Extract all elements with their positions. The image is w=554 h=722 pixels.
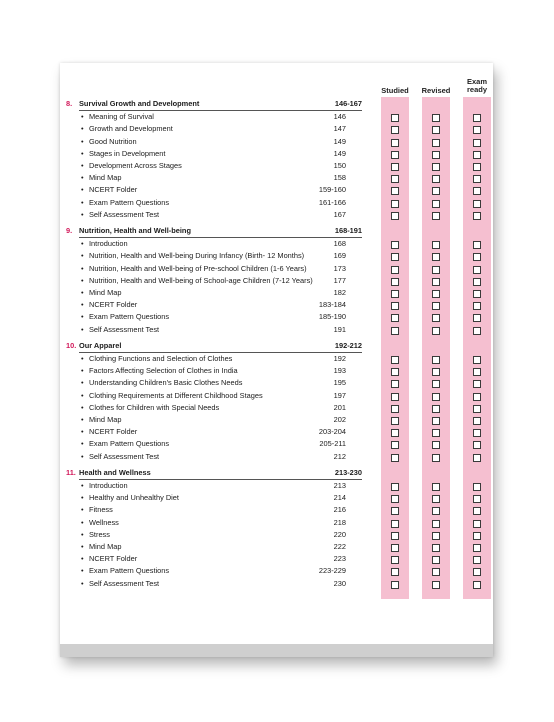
entry-page: 193 — [333, 366, 346, 376]
revised-checkbox[interactable] — [432, 417, 440, 425]
exam-ready-checkbox[interactable] — [473, 380, 481, 388]
entry-label: Nutrition, Health and Well-being of Pre-school Children (1-6 Years) — [89, 263, 307, 273]
revised-checkbox[interactable] — [432, 454, 440, 462]
studied-checkbox[interactable] — [391, 405, 399, 413]
exam-ready-checkbox[interactable] — [473, 532, 481, 540]
entry-label: Mind Map — [89, 415, 122, 424]
revised-header: Revised — [421, 86, 451, 95]
toc-entry — [60, 239, 370, 251]
revised-checkbox[interactable] — [432, 290, 440, 298]
entry-page: 159-160 — [318, 185, 346, 195]
exam-ready-checkbox[interactable] — [473, 151, 481, 159]
entry-page: 220 — [333, 529, 346, 539]
entry-page: 195 — [333, 378, 346, 388]
toc-entry — [60, 452, 370, 464]
studied-checkbox[interactable] — [391, 302, 399, 310]
studied-checkbox[interactable] — [391, 483, 399, 491]
entry-page: 169 — [333, 251, 346, 261]
entry-label: Clothing Requirements at Different Childhood Stages — [89, 390, 263, 400]
revised-checkbox[interactable] — [432, 483, 440, 491]
studied-checkbox[interactable] — [391, 568, 399, 576]
entry-label: Introduction — [89, 239, 128, 249]
bullet-icon: • — [81, 390, 84, 400]
entry-page: 185-190 — [318, 312, 346, 322]
entry-label: Self Assessment Test — [89, 451, 160, 461]
revised-checkbox[interactable] — [432, 187, 440, 195]
studied-checkbox[interactable] — [391, 314, 399, 322]
studied-checkbox[interactable] — [391, 175, 399, 183]
revised-checkbox[interactable] — [432, 380, 440, 388]
studied-checkbox[interactable] — [391, 581, 399, 589]
toc-entry — [60, 185, 370, 197]
exam-ready-checkbox[interactable] — [473, 441, 481, 449]
entry-page: 146 — [333, 112, 346, 122]
revised-checkbox[interactable] — [432, 139, 440, 147]
bullet-icon: • — [81, 148, 84, 158]
chapter-heading — [60, 468, 370, 480]
bullet-icon: • — [81, 275, 84, 285]
chapter-title: Our Apparel — [79, 340, 122, 350]
studied-checkbox[interactable] — [391, 441, 399, 449]
studied-checkbox[interactable] — [391, 266, 399, 274]
toc-entry — [60, 493, 370, 505]
entry-label: Good Nutrition — [89, 136, 137, 146]
entry-label: Exam Pattern Questions — [89, 197, 170, 207]
toc-entry — [60, 415, 370, 427]
entry-page: 202 — [333, 415, 346, 424]
revised-checkbox[interactable] — [432, 327, 440, 335]
toc-entry — [60, 505, 370, 517]
bullet-icon: • — [81, 209, 84, 219]
bullet-icon: • — [81, 161, 84, 170]
toc-entry — [60, 403, 370, 415]
bullet-icon: • — [81, 439, 84, 449]
chapter-title: Health and Wellness — [79, 467, 151, 477]
exam-ready-checkbox[interactable] — [473, 581, 481, 589]
bullet-icon: • — [81, 239, 84, 249]
exam-ready-checkbox[interactable] — [473, 356, 481, 364]
exam-ready-checkbox[interactable] — [473, 302, 481, 310]
exam-ready-line1: Exam — [466, 77, 487, 86]
revised-checkbox[interactable] — [432, 568, 440, 576]
exam-ready-checkbox[interactable] — [473, 429, 481, 437]
entry-page: 177 — [333, 275, 346, 285]
toc-entry — [60, 264, 370, 276]
exam-ready-checkbox[interactable] — [473, 368, 481, 376]
bullet-icon: • — [81, 251, 84, 261]
revised-checkbox[interactable] — [432, 393, 440, 401]
toc-entry — [60, 439, 370, 451]
bullet-icon: • — [81, 578, 84, 588]
exam-ready-checkbox[interactable] — [473, 405, 481, 413]
entry-label: Nutrition, Health and Well-being of School-age Children (7-12 Years) — [89, 275, 313, 285]
bullet-icon: • — [81, 366, 84, 376]
chapter-number: 8. — [66, 99, 73, 108]
studied-header: Studied — [381, 86, 409, 95]
entry-label: Stages in Development — [89, 148, 166, 158]
bullet-icon: • — [81, 554, 84, 564]
toc-entry — [60, 566, 370, 578]
toc-entry — [60, 124, 370, 136]
entry-page: 223-229 — [318, 566, 346, 576]
entry-page: 212 — [333, 451, 346, 461]
entry-page: 230 — [333, 578, 346, 588]
entry-page: 205-211 — [319, 439, 346, 449]
studied-checkbox[interactable] — [391, 544, 399, 552]
entry-page: 216 — [333, 505, 346, 515]
exam-ready-header — [459, 78, 493, 94]
toc-entry — [60, 481, 370, 493]
entry-label: Self Assessment Test — [89, 578, 160, 588]
exam-ready-checkbox[interactable] — [473, 556, 481, 564]
entry-page: 218 — [333, 517, 346, 527]
chapter-pages: 146-167 — [334, 99, 362, 108]
bullet-icon: • — [81, 402, 84, 412]
entry-label: Exam Pattern Questions — [89, 439, 170, 449]
chapter-heading — [60, 226, 370, 238]
exam-ready-checkbox[interactable] — [473, 212, 481, 220]
revised-checkbox[interactable] — [432, 441, 440, 449]
exam-ready-line2: ready — [466, 85, 487, 94]
entry-page: 158 — [333, 173, 346, 183]
bullet-icon: • — [81, 300, 84, 310]
bullet-icon: • — [81, 312, 84, 322]
entry-page: 149 — [333, 148, 346, 158]
revised-checkbox[interactable] — [432, 126, 440, 134]
entry-label: Nutrition, Health and Well-being During Infancy (Birth- 12 Months) — [89, 251, 305, 261]
entry-label: Introduction — [89, 481, 128, 490]
revised-checkbox[interactable] — [432, 429, 440, 437]
entry-label: Fitness — [89, 505, 113, 515]
studied-checkbox[interactable] — [391, 417, 399, 425]
toc-entry — [60, 112, 370, 124]
studied-checkbox[interactable] — [391, 200, 399, 208]
entry-label: Clothing Functions and Selection of Clothes — [89, 354, 233, 363]
entry-label: Exam Pattern Questions — [89, 312, 170, 322]
revised-checkbox[interactable] — [432, 495, 440, 503]
studied-checkbox[interactable] — [391, 356, 399, 364]
entry-label: Factors Affecting Selection of Clothes in India — [89, 366, 238, 376]
revised-checkbox[interactable] — [432, 356, 440, 364]
revised-checkbox[interactable] — [432, 520, 440, 528]
chapter-number: 11. — [66, 467, 76, 477]
entry-page: 173 — [333, 263, 346, 273]
toc-entry — [60, 366, 370, 378]
bullet-icon: • — [81, 173, 84, 183]
toc-entry — [60, 288, 370, 300]
bullet-icon: • — [81, 124, 84, 134]
chapter-title: Nutrition, Health and Well-being — [79, 226, 191, 235]
chapter-divider — [79, 110, 362, 111]
studied-checkbox[interactable] — [391, 290, 399, 298]
studied-checkbox[interactable] — [391, 520, 399, 528]
entry-page: 149 — [333, 136, 346, 146]
chapter-divider — [79, 479, 362, 480]
bullet-icon: • — [81, 493, 84, 503]
entry-label: Meaning of Survival — [89, 112, 154, 122]
bullet-icon: • — [81, 481, 84, 490]
entry-label: Healthy and Unhealthy Diet — [89, 493, 179, 503]
toc-entry — [60, 276, 370, 288]
studied-checkbox[interactable] — [391, 278, 399, 286]
revised-checkbox[interactable] — [432, 212, 440, 220]
studied-checkbox[interactable] — [391, 187, 399, 195]
toc-entry — [60, 579, 370, 591]
exam-ready-checkbox[interactable] — [473, 163, 481, 171]
entry-label: Mind Map — [89, 173, 122, 183]
bullet-icon: • — [81, 354, 84, 363]
studied-checkbox[interactable] — [391, 454, 399, 462]
studied-checkbox[interactable] — [391, 253, 399, 261]
bullet-icon: • — [81, 517, 84, 527]
toc-entry — [60, 391, 370, 403]
revised-checkbox[interactable] — [432, 253, 440, 261]
chapter-number: 10. — [66, 340, 77, 350]
entry-label: Mind Map — [89, 288, 122, 297]
revised-checkbox[interactable] — [432, 151, 440, 159]
entry-page: 183-184 — [318, 300, 346, 310]
entry-page: 197 — [333, 390, 346, 400]
exam-ready-checkbox[interactable] — [473, 483, 481, 491]
studied-checkbox[interactable] — [391, 114, 399, 122]
entry-label: Clothes for Children with Special Needs — [89, 402, 220, 412]
toc-entry — [60, 530, 370, 542]
bullet-icon: • — [81, 427, 84, 437]
studied-checkbox[interactable] — [391, 532, 399, 540]
chapter-pages: 168-191 — [334, 226, 362, 235]
entry-page: 168 — [333, 239, 346, 249]
revised-checkbox[interactable] — [432, 114, 440, 122]
revised-checkbox[interactable] — [432, 314, 440, 322]
entry-page: 213 — [333, 481, 346, 490]
entry-page: 222 — [333, 542, 346, 551]
exam-ready-checkbox[interactable] — [473, 520, 481, 528]
chapter-pages: 192-212 — [334, 340, 362, 350]
toc-entry — [60, 312, 370, 324]
bullet-icon: • — [81, 136, 84, 146]
exam-ready-checkbox[interactable] — [473, 241, 481, 249]
studied-checkbox[interactable] — [391, 429, 399, 437]
exam-ready-checkbox[interactable] — [473, 568, 481, 576]
entry-label: NCERT Folder — [89, 427, 138, 437]
exam-ready-checkbox[interactable] — [473, 187, 481, 195]
chapter-divider — [79, 237, 362, 238]
entry-label: Understanding Children's Basic Clothes Needs — [89, 378, 243, 388]
bullet-icon: • — [81, 415, 84, 424]
exam-ready-checkbox[interactable] — [473, 393, 481, 401]
revised-checkbox[interactable] — [432, 368, 440, 376]
entry-page: 167 — [333, 209, 346, 219]
exam-ready-checkbox[interactable] — [473, 417, 481, 425]
bullet-icon: • — [81, 324, 84, 334]
entry-label: Self Assessment Test — [89, 209, 160, 219]
studied-checkbox[interactable] — [391, 495, 399, 503]
revised-checkbox[interactable] — [432, 302, 440, 310]
bullet-icon: • — [81, 529, 84, 539]
exam-ready-checkbox[interactable] — [473, 253, 481, 261]
entry-page: 223 — [333, 554, 346, 564]
studied-checkbox[interactable] — [391, 241, 399, 249]
page-footer-bar — [60, 644, 493, 657]
studied-checkbox[interactable] — [391, 139, 399, 147]
revised-checkbox[interactable] — [432, 278, 440, 286]
exam-ready-checkbox[interactable] — [473, 314, 481, 322]
toc-entry — [60, 251, 370, 263]
revised-checkbox[interactable] — [432, 163, 440, 171]
chapter-heading — [60, 99, 370, 111]
revised-checkbox[interactable] — [432, 266, 440, 274]
entry-label: NCERT Folder — [89, 554, 138, 564]
exam-ready-checkbox[interactable] — [473, 266, 481, 274]
entry-page: 201 — [333, 402, 346, 412]
entry-page: 147 — [333, 124, 346, 134]
entry-page: 214 — [333, 493, 346, 503]
toc-entry — [60, 149, 370, 161]
exam-ready-checkbox[interactable] — [473, 507, 481, 515]
toc-entry — [60, 427, 370, 439]
chapter-number: 9. — [66, 226, 73, 235]
chapter-divider — [79, 352, 362, 353]
toc-entry — [60, 542, 370, 554]
revised-checkbox[interactable] — [432, 241, 440, 249]
toc-entry — [60, 137, 370, 149]
entry-page: 161-166 — [318, 197, 346, 207]
exam-ready-checkbox[interactable] — [473, 114, 481, 122]
exam-ready-checkbox[interactable] — [473, 544, 481, 552]
toc-entry — [60, 300, 370, 312]
revised-checkbox[interactable] — [432, 175, 440, 183]
revised-checkbox[interactable] — [432, 532, 440, 540]
toc-page — [60, 63, 493, 657]
bullet-icon: • — [81, 542, 84, 551]
studied-checkbox[interactable] — [391, 212, 399, 220]
bullet-icon: • — [81, 288, 84, 297]
bullet-icon: • — [81, 505, 84, 515]
chapter-pages: 213-230 — [334, 467, 362, 477]
entry-label: NCERT Folder — [89, 185, 138, 195]
entry-label: Wellness — [89, 517, 119, 527]
toc-entry — [60, 161, 370, 173]
entry-label: Self Assessment Test — [89, 324, 160, 334]
entry-label: NCERT Folder — [89, 300, 138, 310]
entry-page: 203-204 — [318, 427, 346, 437]
revised-checkbox[interactable] — [432, 405, 440, 413]
toc-entry — [60, 378, 370, 390]
entry-label: Development Across Stages — [89, 161, 182, 170]
toc-entry — [60, 210, 370, 222]
entry-page: 150 — [333, 161, 346, 170]
studied-checkbox[interactable] — [391, 126, 399, 134]
entry-label: Growth and Development — [89, 124, 173, 134]
exam-ready-checkbox[interactable] — [473, 278, 481, 286]
chapter-title: Survival Growth and Development — [79, 99, 200, 108]
studied-checkbox[interactable] — [391, 163, 399, 171]
revised-checkbox[interactable] — [432, 544, 440, 552]
entry-label: Stress — [89, 529, 110, 539]
entry-label: Mind Map — [89, 542, 122, 551]
entry-label: Exam Pattern Questions — [89, 566, 170, 576]
exam-ready-checkbox[interactable] — [473, 454, 481, 462]
bullet-icon: • — [81, 378, 84, 388]
exam-ready-checkbox[interactable] — [473, 327, 481, 335]
studied-checkbox[interactable] — [391, 507, 399, 515]
bullet-icon: • — [81, 197, 84, 207]
revised-checkbox[interactable] — [432, 556, 440, 564]
bullet-icon: • — [81, 112, 84, 122]
toc-entry — [60, 354, 370, 366]
studied-checkbox[interactable] — [391, 380, 399, 388]
studied-checkbox[interactable] — [391, 327, 399, 335]
toc-entry — [60, 554, 370, 566]
exam-ready-checkbox[interactable] — [473, 200, 481, 208]
chapter-heading — [60, 341, 370, 353]
studied-checkbox[interactable] — [391, 393, 399, 401]
exam-ready-checkbox[interactable] — [473, 175, 481, 183]
exam-ready-checkbox[interactable] — [473, 290, 481, 298]
bullet-icon: • — [81, 185, 84, 195]
toc-entry — [60, 518, 370, 530]
revised-checkbox[interactable] — [432, 581, 440, 589]
bullet-icon: • — [81, 451, 84, 461]
toc-entry — [60, 173, 370, 185]
toc-entry — [60, 198, 370, 210]
revised-checkbox[interactable] — [432, 507, 440, 515]
exam-ready-checkbox[interactable] — [473, 126, 481, 134]
bullet-icon: • — [81, 566, 84, 576]
exam-ready-checkbox[interactable] — [473, 495, 481, 503]
bullet-icon: • — [81, 263, 84, 273]
entry-page: 192 — [333, 354, 346, 363]
studied-checkbox[interactable] — [391, 556, 399, 564]
exam-ready-checkbox[interactable] — [473, 139, 481, 147]
entry-page: 182 — [333, 288, 346, 297]
studied-checkbox[interactable] — [391, 368, 399, 376]
studied-checkbox[interactable] — [391, 151, 399, 159]
revised-checkbox[interactable] — [432, 200, 440, 208]
toc-entry — [60, 325, 370, 337]
entry-page: 191 — [333, 324, 346, 334]
